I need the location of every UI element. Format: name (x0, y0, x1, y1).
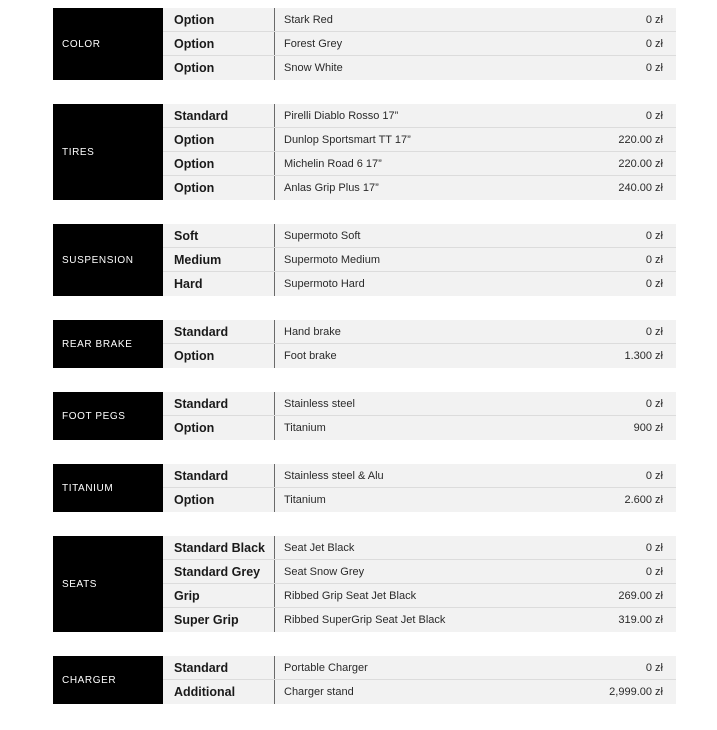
option-rows (163, 8, 676, 80)
option-price: 0 zł (526, 56, 676, 80)
option-type: Option (163, 344, 275, 368)
option-type: Option (163, 128, 275, 151)
option-rows (163, 104, 676, 200)
category-label: TIRES (53, 104, 163, 200)
option-row (163, 248, 676, 272)
option-group-titanium (53, 464, 676, 512)
category-label: SUSPENSION (53, 224, 163, 296)
option-description: Foot brake (275, 344, 526, 368)
option-description: Hand brake (275, 320, 526, 343)
option-type: Standard Black (163, 536, 275, 559)
option-description: Seat Snow Grey (275, 560, 526, 583)
option-description: Titanium (275, 416, 526, 440)
option-price: 0 zł (526, 464, 676, 487)
option-row (163, 608, 676, 632)
option-description: Dunlop Sportsmart TT 17” (275, 128, 526, 151)
option-type: Hard (163, 272, 275, 296)
option-description: Supermoto Soft (275, 224, 526, 247)
option-description: Forest Grey (275, 32, 526, 55)
option-group-tires (53, 104, 676, 200)
option-description: Seat Jet Black (275, 536, 526, 559)
option-row (163, 104, 676, 128)
option-row (163, 584, 676, 608)
option-price: 2.600 zł (526, 488, 676, 512)
option-price: 1.300 zł (526, 344, 676, 368)
option-type: Standard (163, 392, 275, 415)
option-row (163, 656, 676, 680)
option-price: 269.00 zł (526, 584, 676, 607)
option-description: Portable Charger (275, 656, 526, 679)
option-row (163, 224, 676, 248)
option-description: Ribbed Grip Seat Jet Black (275, 584, 526, 607)
option-type: Grip (163, 584, 275, 607)
category-label: TITANIUM (53, 464, 163, 512)
option-type: Additional (163, 680, 275, 704)
option-type: Option (163, 416, 275, 440)
option-price: 0 zł (526, 656, 676, 679)
option-price: 0 zł (526, 104, 676, 127)
option-price: 0 zł (526, 32, 676, 55)
option-type: Option (163, 488, 275, 512)
options-price-sheet (53, 8, 676, 728)
option-type: Super Grip (163, 608, 275, 632)
category-label: REAR BRAKE (53, 320, 163, 368)
option-type: Soft (163, 224, 275, 247)
option-price: 319.00 zł (526, 608, 676, 632)
category-label: SEATS (53, 536, 163, 632)
option-type: Standard (163, 320, 275, 343)
option-rows (163, 320, 676, 368)
option-row (163, 320, 676, 344)
option-description: Snow White (275, 56, 526, 80)
category-label: CHARGER (53, 656, 163, 704)
option-price: 0 zł (526, 560, 676, 583)
option-row (163, 176, 676, 200)
option-row (163, 56, 676, 80)
option-type: Option (163, 32, 275, 55)
option-rows (163, 656, 676, 704)
option-price: 0 zł (526, 536, 676, 559)
option-price: 0 zł (526, 320, 676, 343)
option-row (163, 464, 676, 488)
option-row (163, 128, 676, 152)
option-price: 220.00 zł (526, 152, 676, 175)
option-group-charger (53, 656, 676, 704)
option-price: 0 zł (526, 272, 676, 296)
option-group-suspension (53, 224, 676, 296)
option-row (163, 152, 676, 176)
option-type: Option (163, 176, 275, 200)
option-price: 0 zł (526, 224, 676, 247)
option-type: Medium (163, 248, 275, 271)
option-group-seats (53, 536, 676, 632)
option-description: Anlas Grip Plus 17” (275, 176, 526, 200)
option-group-color (53, 8, 676, 80)
option-price: 0 zł (526, 248, 676, 271)
option-price: 240.00 zł (526, 176, 676, 200)
option-rows (163, 536, 676, 632)
option-type: Standard (163, 104, 275, 127)
option-rows (163, 464, 676, 512)
option-description: Pirelli Diablo Rosso 17” (275, 104, 526, 127)
option-row (163, 32, 676, 56)
option-price: 220.00 zł (526, 128, 676, 151)
option-row (163, 416, 676, 440)
category-label: COLOR (53, 8, 163, 80)
option-description: Michelin Road 6 17” (275, 152, 526, 175)
option-description: Stark Red (275, 8, 526, 31)
option-type: Option (163, 56, 275, 80)
option-price: 0 zł (526, 8, 676, 31)
category-label: FOOT PEGS (53, 392, 163, 440)
option-row (163, 272, 676, 296)
option-row (163, 560, 676, 584)
option-description: Ribbed SuperGrip Seat Jet Black (275, 608, 526, 632)
option-type: Option (163, 8, 275, 31)
option-row (163, 488, 676, 512)
option-group-rear-brake (53, 320, 676, 368)
option-row (163, 344, 676, 368)
option-type: Standard (163, 464, 275, 487)
option-rows (163, 224, 676, 296)
option-row (163, 680, 676, 704)
option-row (163, 392, 676, 416)
option-type: Option (163, 152, 275, 175)
option-description: Titanium (275, 488, 526, 512)
option-row (163, 536, 676, 560)
option-rows (163, 392, 676, 440)
option-description: Supermoto Medium (275, 248, 526, 271)
option-description: Supermoto Hard (275, 272, 526, 296)
option-type: Standard (163, 656, 275, 679)
option-group-foot-pegs (53, 392, 676, 440)
option-row (163, 8, 676, 32)
option-description: Stainless steel & Alu (275, 464, 526, 487)
option-type: Standard Grey (163, 560, 275, 583)
option-price: 2,999.00 zł (526, 680, 676, 704)
option-description: Charger stand (275, 680, 526, 704)
option-price: 900 zł (526, 416, 676, 440)
option-price: 0 zł (526, 392, 676, 415)
option-description: Stainless steel (275, 392, 526, 415)
